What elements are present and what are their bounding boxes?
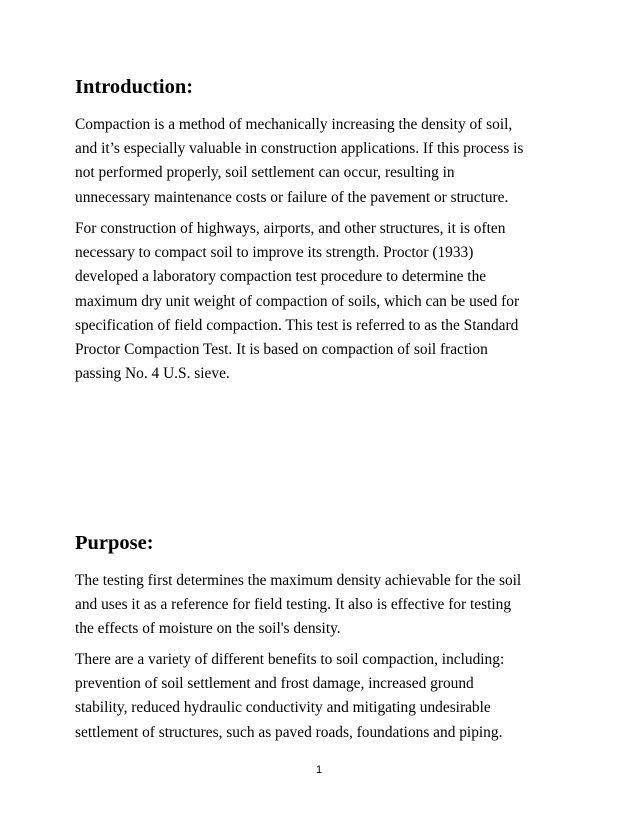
introduction-paragraph-1: Compaction is a method of mechanically increasing the density of soil, and it’s especially valuable in construction applications. If this process is not performed properly, soil settlement can occur, resulting in unnecessary maintenance costs or failure of the pavement or structure. [75,116,524,206]
introduction-heading: Introduction: [75,76,194,98]
introduction-paragraph-2: For construction of highways, airports, and other structures, it is often necessary to compact soil to improve its strength. Proctor (1933) developed a laboratory compaction test procedure to determine the maximum dry unit weight of compaction of soils, which can be used for specification of field compaction. This test is referred to as the Standard Proctor Compaction Test. It is based on compaction of soil fraction passing No. 4 U.S. sieve. [75,220,520,383]
page-number: 1 [315,764,323,776]
purpose-paragraph-2: There are a variety of different benefits to soil compaction, including: prevention of soil settlement and frost damage, increased ground stability, reduced hydraulic conductivity and mitigating undesirable settlement of structures, such as paved roads, foundations and piping. [75,651,505,741]
purpose-heading: Purpose: [75,532,154,554]
purpose-paragraph-1: The testing first determines the maximum density achievable for the soil and uses it as a reference for field testing. It also is effective for testing the effects of moisture on the soil's density. [75,572,522,638]
